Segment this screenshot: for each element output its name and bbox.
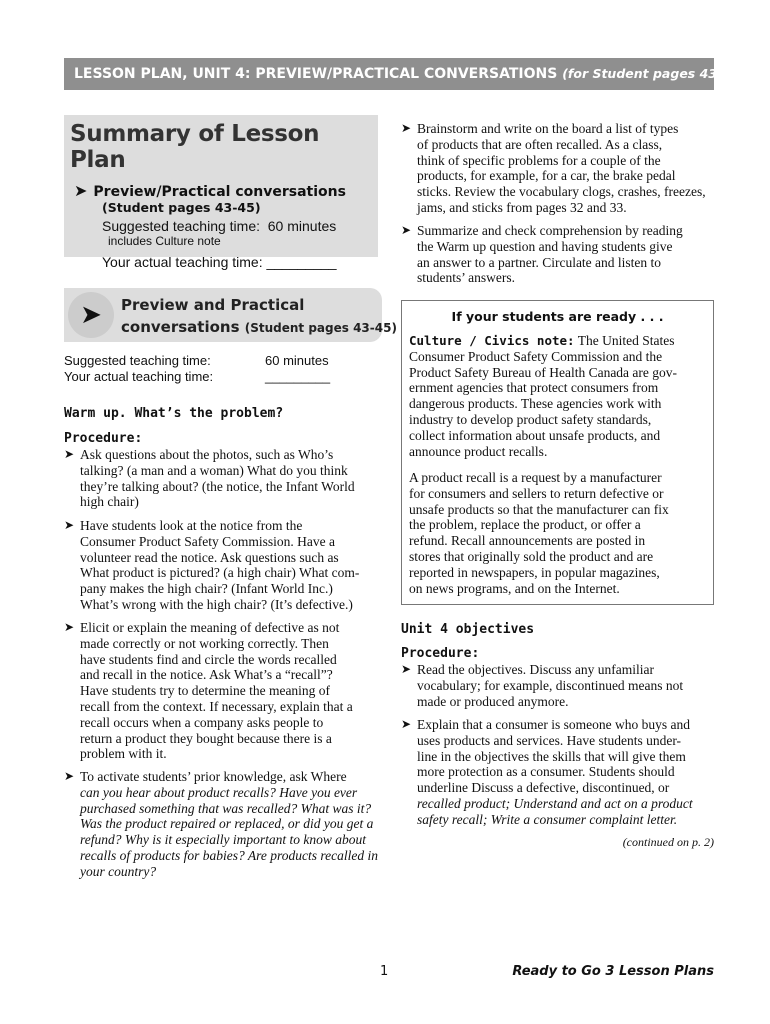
bullet-arrow-icon: ➤	[401, 662, 412, 676]
bullet-arrow-icon: ➤	[401, 121, 412, 135]
summary-section-label: Preview/Practical conversations	[93, 184, 346, 200]
summary-section	[74, 181, 378, 200]
summary-title: Summary of Lesson Plan	[70, 121, 320, 173]
arrow-icon: ➤	[74, 181, 88, 200]
preview-actual-value: _________	[265, 369, 331, 384]
header-bar	[64, 58, 746, 90]
arrow-circle-icon: ➤	[68, 292, 114, 338]
preview-pages: (Student pages 43-45)	[244, 321, 397, 335]
ready-box-para2: A product recall is a request by a manufacturer for consumers and sellers to return defective or unsafe products so that the manufacturer can fix the problem, replace the product, or offer a refund. Recall announcements are posted in stores that originally sold the product and are reported in newspapers, in popular magazines, on news programs, and on the Internet.	[409, 470, 669, 596]
culture-label: Culture / Civics note:	[409, 333, 575, 348]
preview-suggested-value: 60 minutes	[265, 353, 329, 368]
preview-title-line1: Preview and Practical	[121, 296, 305, 314]
objectives-heading: Unit 4 objectives	[401, 622, 535, 637]
ready-box-para1: Culture / Civics note: The United States Consumer Product Safety Commission and the Product Safety Bureau of Health Canada are gov- ernment agencies that protect consumers from dangerous products. These agencies work with industry to develop product safety standards, collect information about unsafe products, and announce product recalls.	[409, 333, 678, 459]
preview-suggested-label: Suggested teaching time:	[64, 353, 211, 368]
summary-includes: includes Culture note	[108, 234, 221, 248]
bullet-arrow-icon: ➤	[64, 518, 75, 532]
bullet-arrow-icon: ➤	[64, 447, 75, 461]
summary-box	[64, 115, 378, 270]
bullet-arrow-icon: ➤	[401, 717, 412, 731]
bullet-arrow-icon: ➤	[64, 620, 75, 634]
page-number: 1	[380, 964, 389, 979]
header-subtitle: (for Student pages 43-45)	[562, 66, 746, 81]
header-title: LESSON PLAN, UNIT 4: PREVIEW/PRACTICAL CONVERSATIONS	[74, 66, 558, 82]
preview-title	[121, 294, 397, 339]
summary-suggested-time: Suggested teaching time: 60 minutes	[102, 218, 337, 234]
summary-actual-time: Your actual teaching time: _________	[102, 254, 337, 270]
ready-box-title: If your students are ready . . .	[451, 309, 664, 324]
continued-note: (continued on p. 2)	[622, 835, 714, 849]
objectives-procedure: Procedure:	[401, 646, 480, 661]
bullet-arrow-icon: ➤	[401, 223, 412, 237]
warm-up-procedure: Procedure:	[64, 431, 143, 446]
preview-title-line2: conversations	[121, 318, 240, 336]
preview-actual-label: Your actual teaching time:	[64, 369, 214, 384]
bullet-arrow-icon: ➤	[64, 769, 75, 783]
book-title: Ready to Go 3 Lesson Plans	[512, 964, 714, 979]
summary-pages: (Student pages 43-45)	[102, 200, 261, 215]
warm-up-heading: Warm up. What’s the problem?	[64, 406, 284, 421]
